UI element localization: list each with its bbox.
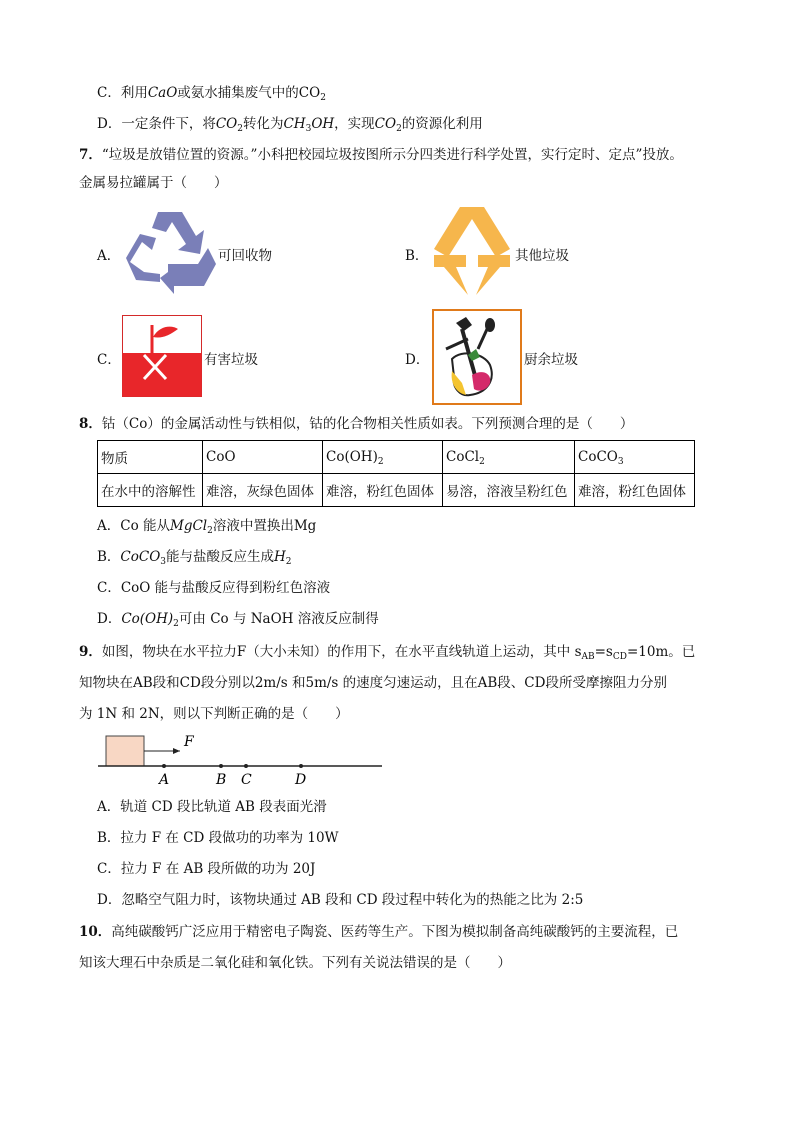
subscript: 2 <box>320 93 326 103</box>
q7-stem-line1 <box>79 145 683 165</box>
table-cell <box>575 441 695 474</box>
subscript: 2 <box>396 124 402 134</box>
other-waste-icon <box>432 205 512 297</box>
text: D． <box>97 611 122 627</box>
force-label: F <box>184 734 194 750</box>
formula: CO <box>215 116 238 132</box>
q8-option-b <box>97 547 292 567</box>
text: 能与盐酸反应生成 <box>166 549 275 565</box>
text: =s <box>594 644 613 660</box>
properties-table <box>97 440 695 507</box>
subscript: 2 <box>285 557 292 567</box>
subscript: AB <box>581 652 595 662</box>
q9-option-b: B．拉力 F 在 CD 段做功的功率为 10W <box>97 830 339 846</box>
q9-stem-line1 <box>79 642 695 662</box>
subscript: 2 <box>377 457 384 467</box>
q7-option-a-label: 可回收物 <box>218 248 272 264</box>
formula: CoCO <box>120 549 161 565</box>
formula: H <box>274 549 286 565</box>
q9-option-d: D．忽略空气阻力时，该物块通过 AB 段和 CD 段过程中转化为的热能之比为 2:5 <box>97 892 584 908</box>
q7-option-c-label: 有害垃圾 <box>204 352 258 368</box>
text: B． <box>97 549 121 565</box>
formula: CH <box>283 116 306 132</box>
table-cell: 难溶，粉红色固体 <box>575 474 695 507</box>
subscript: 2 <box>207 526 213 536</box>
text: 高纯碳酸钙广泛应用于精密电子陶瓷、医药等生产。下图为模拟制备高纯碳酸钙的主要流程，已 <box>111 924 679 940</box>
block <box>106 736 144 766</box>
q10-stem-line1 <box>79 922 678 942</box>
text: C．利用 <box>97 85 148 101</box>
formula: CO <box>374 116 397 132</box>
question-number: 10． <box>79 924 112 940</box>
subscript: 3 <box>160 557 167 567</box>
q9-option-a: A．轨道 CD 段比轨道 AB 段表面光滑 <box>97 799 327 815</box>
q7-option-a-key: A． <box>97 248 121 264</box>
formula: Co(OH) <box>121 611 174 627</box>
table-row <box>98 441 695 474</box>
text: A．Co 能从 <box>97 518 170 534</box>
question-number: 7． <box>79 147 102 163</box>
q8-option-d <box>97 609 379 629</box>
question-number: 9． <box>79 644 102 660</box>
q7-option-d-label: 厨余垃圾 <box>524 352 578 368</box>
table-cell: CoO <box>203 441 323 474</box>
subscript: 2 <box>237 124 243 134</box>
formula: OH <box>311 116 335 132</box>
text: CoCl <box>446 449 480 465</box>
table-cell: 难溶，灰绿色固体 <box>203 474 323 507</box>
formula: CaO <box>147 85 178 101</box>
text: 如图，物块在水平拉力F（大小未知）的作用下，在水平直线轨道上运动，其中 s <box>101 644 582 660</box>
text: CoCO <box>578 449 618 465</box>
q9-stem-line2: 知物块在AB段和CD段分别以2m/s 和5m/s 的速度匀速运动，且在AB段、CD段所受摩擦阻力分别 <box>79 675 667 691</box>
q7-option-b-label: 其他垃圾 <box>515 248 569 264</box>
table-cell <box>443 441 575 474</box>
track-diagram <box>96 730 386 790</box>
subscript: 3 <box>617 457 624 467</box>
text: 的资源化利用 <box>401 116 483 132</box>
q9-option-c: C．拉力 F 在 AB 段所做的功为 20J <box>97 861 316 877</box>
point-b <box>219 764 223 768</box>
q7-option-c-key: C． <box>97 352 121 368</box>
text: =10m。已 <box>626 644 696 660</box>
text: ，实现 <box>334 116 375 132</box>
table-cell: 难溶，粉红色固体 <box>323 474 443 507</box>
q6-option-c <box>97 83 326 103</box>
table-row <box>98 474 695 507</box>
table-cell: 易溶，溶液呈粉红色 <box>443 474 575 507</box>
subscript: 2 <box>173 619 179 629</box>
point-b-label: B <box>216 772 227 788</box>
formula: MgCl <box>170 518 208 534</box>
q7-stem-line2: 金属易拉罐属于（ ） <box>79 175 228 191</box>
subscript: 2 <box>479 457 485 467</box>
point-c-label: C <box>241 772 252 788</box>
point-d <box>299 764 303 768</box>
text: 钴（Co）的金属活动性与铁相似，钴的化合物相关性质如表。下列预测合理的是（ ） <box>101 416 634 432</box>
text: 可由 Co 与 NaOH 溶液反应制得 <box>178 611 379 627</box>
text: 溶液中置换出Mg <box>212 518 317 534</box>
q8-stem <box>79 414 633 434</box>
table-cell: 在水中的溶解性 <box>98 474 203 507</box>
q8-option-c: C．CoO 能与盐酸反应得到粉红色溶液 <box>97 580 331 596</box>
subscript: 3 <box>305 124 312 134</box>
q8-option-a <box>97 516 316 536</box>
q7-option-d-key: D． <box>405 352 430 368</box>
text: D．一定条件下，将 <box>97 116 216 132</box>
subscript: CD <box>612 652 627 662</box>
text: 或氨水捕集废气中的CO <box>177 85 321 101</box>
q6-option-d <box>97 114 483 134</box>
question-number: 8． <box>79 416 102 432</box>
q9-stem-line3: 为 1N 和 2N，则以下判断正确的是（ ） <box>79 706 349 722</box>
point-a-label: A <box>159 772 170 788</box>
point-a <box>162 764 166 768</box>
text: Co(OH) <box>326 449 378 465</box>
table-cell: 物质 <box>98 441 203 474</box>
text: 转化为 <box>242 116 284 132</box>
q10-stem-line2: 知该大理石中杂质是二氧化硅和氧化铁。下列有关说法错误的是（ ） <box>79 955 511 971</box>
text: “垃圾是放错位置的资源。”小科把校园垃圾按图所示分四类进行科学处置，实行定时、定点”投放。 <box>101 147 683 163</box>
point-d-label: D <box>295 772 307 788</box>
force-arrowhead <box>173 748 180 754</box>
kitchen-waste-icon <box>432 309 522 405</box>
q7-option-b-key: B． <box>405 248 429 264</box>
recycle-icon <box>122 208 218 298</box>
point-c <box>244 764 248 768</box>
hazardous-waste-icon <box>122 315 202 397</box>
table-cell <box>323 441 443 474</box>
